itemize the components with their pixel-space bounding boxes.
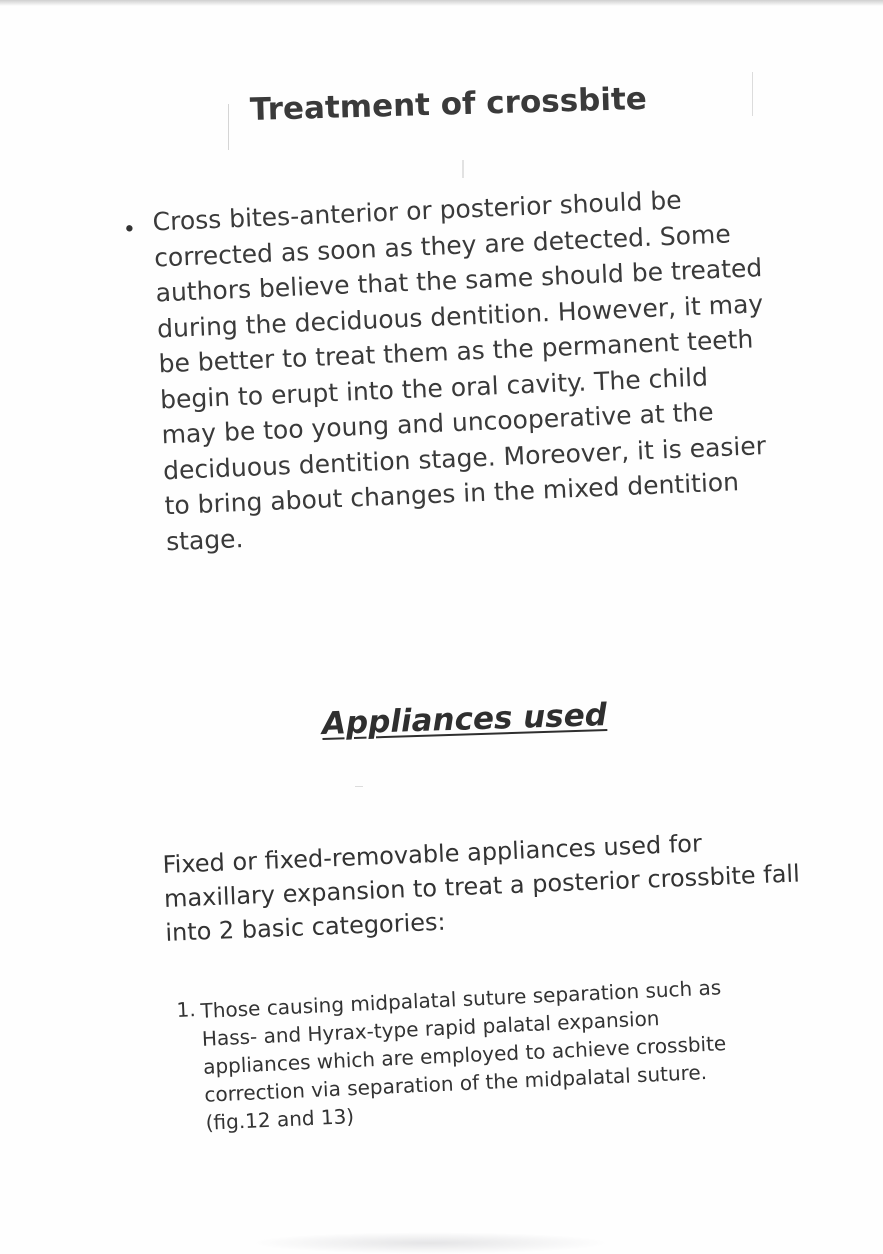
intro-paragraph: Fixed or fixed-removable appliances used for maxillary expansion to treat a posterior crossbite fall into 2 basic categories: bbox=[162, 829, 801, 947]
scan-bottom-smudge bbox=[250, 1232, 610, 1254]
numbered-list bbox=[176, 971, 782, 1138]
scan-edge-shadow bbox=[0, 0, 883, 6]
page-title: Treatment of crossbite bbox=[249, 80, 648, 128]
scan-speck bbox=[752, 72, 753, 116]
bullet-marker: • bbox=[122, 217, 137, 243]
list-item bbox=[176, 971, 782, 1138]
bullet-paragraph bbox=[118, 178, 792, 560]
scan-speck bbox=[462, 160, 464, 178]
scan-speck bbox=[228, 104, 229, 150]
list-item-text: Those causing midpalatal suture separation such as Hass- and Hyrax-type rapid palatal expansion appliances which are employed to achieve crossbite correction via separation of the midpalatal suture. (fig.12 and 13) bbox=[200, 975, 727, 1135]
list-item-number: 1. bbox=[176, 997, 197, 1022]
scan-speck bbox=[355, 786, 363, 787]
section-heading: Appliances used bbox=[321, 697, 608, 742]
bullet-text: Cross bites-anterior or posterior should be corrected as soon as they are detected. Some authors believe that the same should be treated during the deciduous dentition. However, it may be better to treat them as the permanent teeth begin to erupt into the oral cavity. The child may be too young and uncooperative at the deciduous dentition stage. Moreover, it is easier to bring about changes in the mixed dentition stage. bbox=[152, 185, 767, 556]
